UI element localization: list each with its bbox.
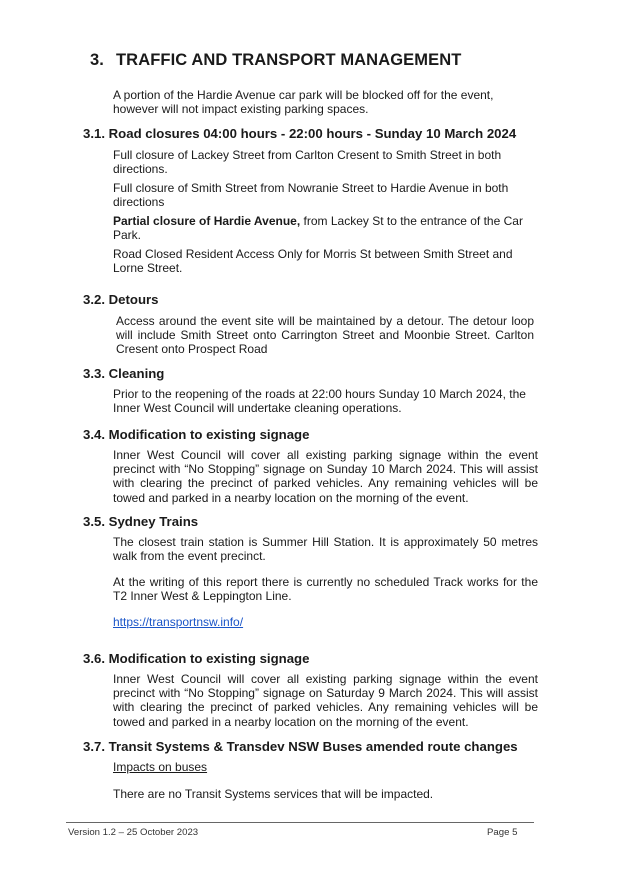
impacts-subheading: Impacts on buses [113, 760, 208, 774]
cleaning-text: Prior to the reopening of the roads at 22:00 hours Sunday 10 March 2024, the Inner West Council will undertake cleaning operations. [113, 387, 526, 416]
road-closure-3 [113, 214, 538, 242]
heading-3-5: 3.5. Sydney Trains [83, 514, 199, 529]
heading-3-7: 3.7. Transit Systems & Transdev NSW Buses amended route changes [83, 739, 518, 754]
buses-text: There are no Transit Systems services that will be impacted. [113, 787, 434, 801]
trains-text-2: At the writing of this report there is currently no scheduled Track works for the T2 Inner West & Leppington Line. [113, 575, 538, 604]
footer-page-number: Page 5 [487, 827, 518, 838]
section-title: TRAFFIC AND TRANSPORT MANAGEMENT [116, 51, 462, 69]
heading-3-6: 3.6. Modification to existing signage [83, 651, 310, 666]
road-closure-4: Road Closed Resident Access Only for Morris St between Smith Street and Lorne Street. [113, 247, 513, 276]
section-number: 3. [90, 51, 104, 69]
heading-3-1: 3.1. Road closures 04:00 hours - 22:00 hours - Sunday 10 March 2024 [83, 126, 517, 141]
footer-version: Version 1.2 – 25 October 2023 [68, 827, 199, 838]
heading-3-2: 3.2. Detours [83, 292, 159, 307]
footer-divider [66, 822, 534, 823]
signage-text-2: Inner West Council will cover all existing parking signage within the event precinct with “No Stopping” signage on Saturday 9 March 2024. This will assist with clearing the precinct of parked vehicles. Any remaining vehicles will be towed and parked in a nearby location on the morning of the event. [113, 672, 538, 729]
transportnsw-link[interactable]: https://transportnsw.info/ [113, 615, 244, 629]
road-closure-2: Full closure of Smith Street from Nowranie Street to Hardie Avenue in both directions [113, 181, 509, 210]
trains-text-1: The closest train station is Summer Hill Station. It is approximately 50 metres walk from the event precinct. [113, 535, 538, 564]
section-heading [90, 51, 461, 70]
road-closure-3-bold: Partial closure of Hardie Avenue, [113, 214, 301, 228]
heading-3-3: 3.3. Cleaning [83, 366, 165, 381]
road-closure-3-rest: from Lackey St to the entrance of the Car Park. [113, 214, 523, 243]
road-closure-1: Full closure of Lackey Street from Carlton Cresent to Smith Street in both directions. [113, 148, 502, 177]
section-intro: A portion of the Hardie Avenue car park will be blocked off for the event, however will not impact existing parking spaces. [113, 88, 494, 117]
detours-text: Access around the event site will be maintained by a detour. The detour loop will include Smith Street onto Carrington Street and Moonbie Street. Carlton Cresent onto Prospect Road [116, 314, 534, 357]
signage-text-1: Inner West Council will cover all existing parking signage within the event precinct with “No Stopping” signage on Sunday 10 March 2024. This will assist with clearing the precinct of parked vehicles. Any remaining vehicles will be towed and parked in a nearby location on the morning of the event. [113, 448, 538, 505]
heading-3-4: 3.4. Modification to existing signage [83, 427, 310, 442]
